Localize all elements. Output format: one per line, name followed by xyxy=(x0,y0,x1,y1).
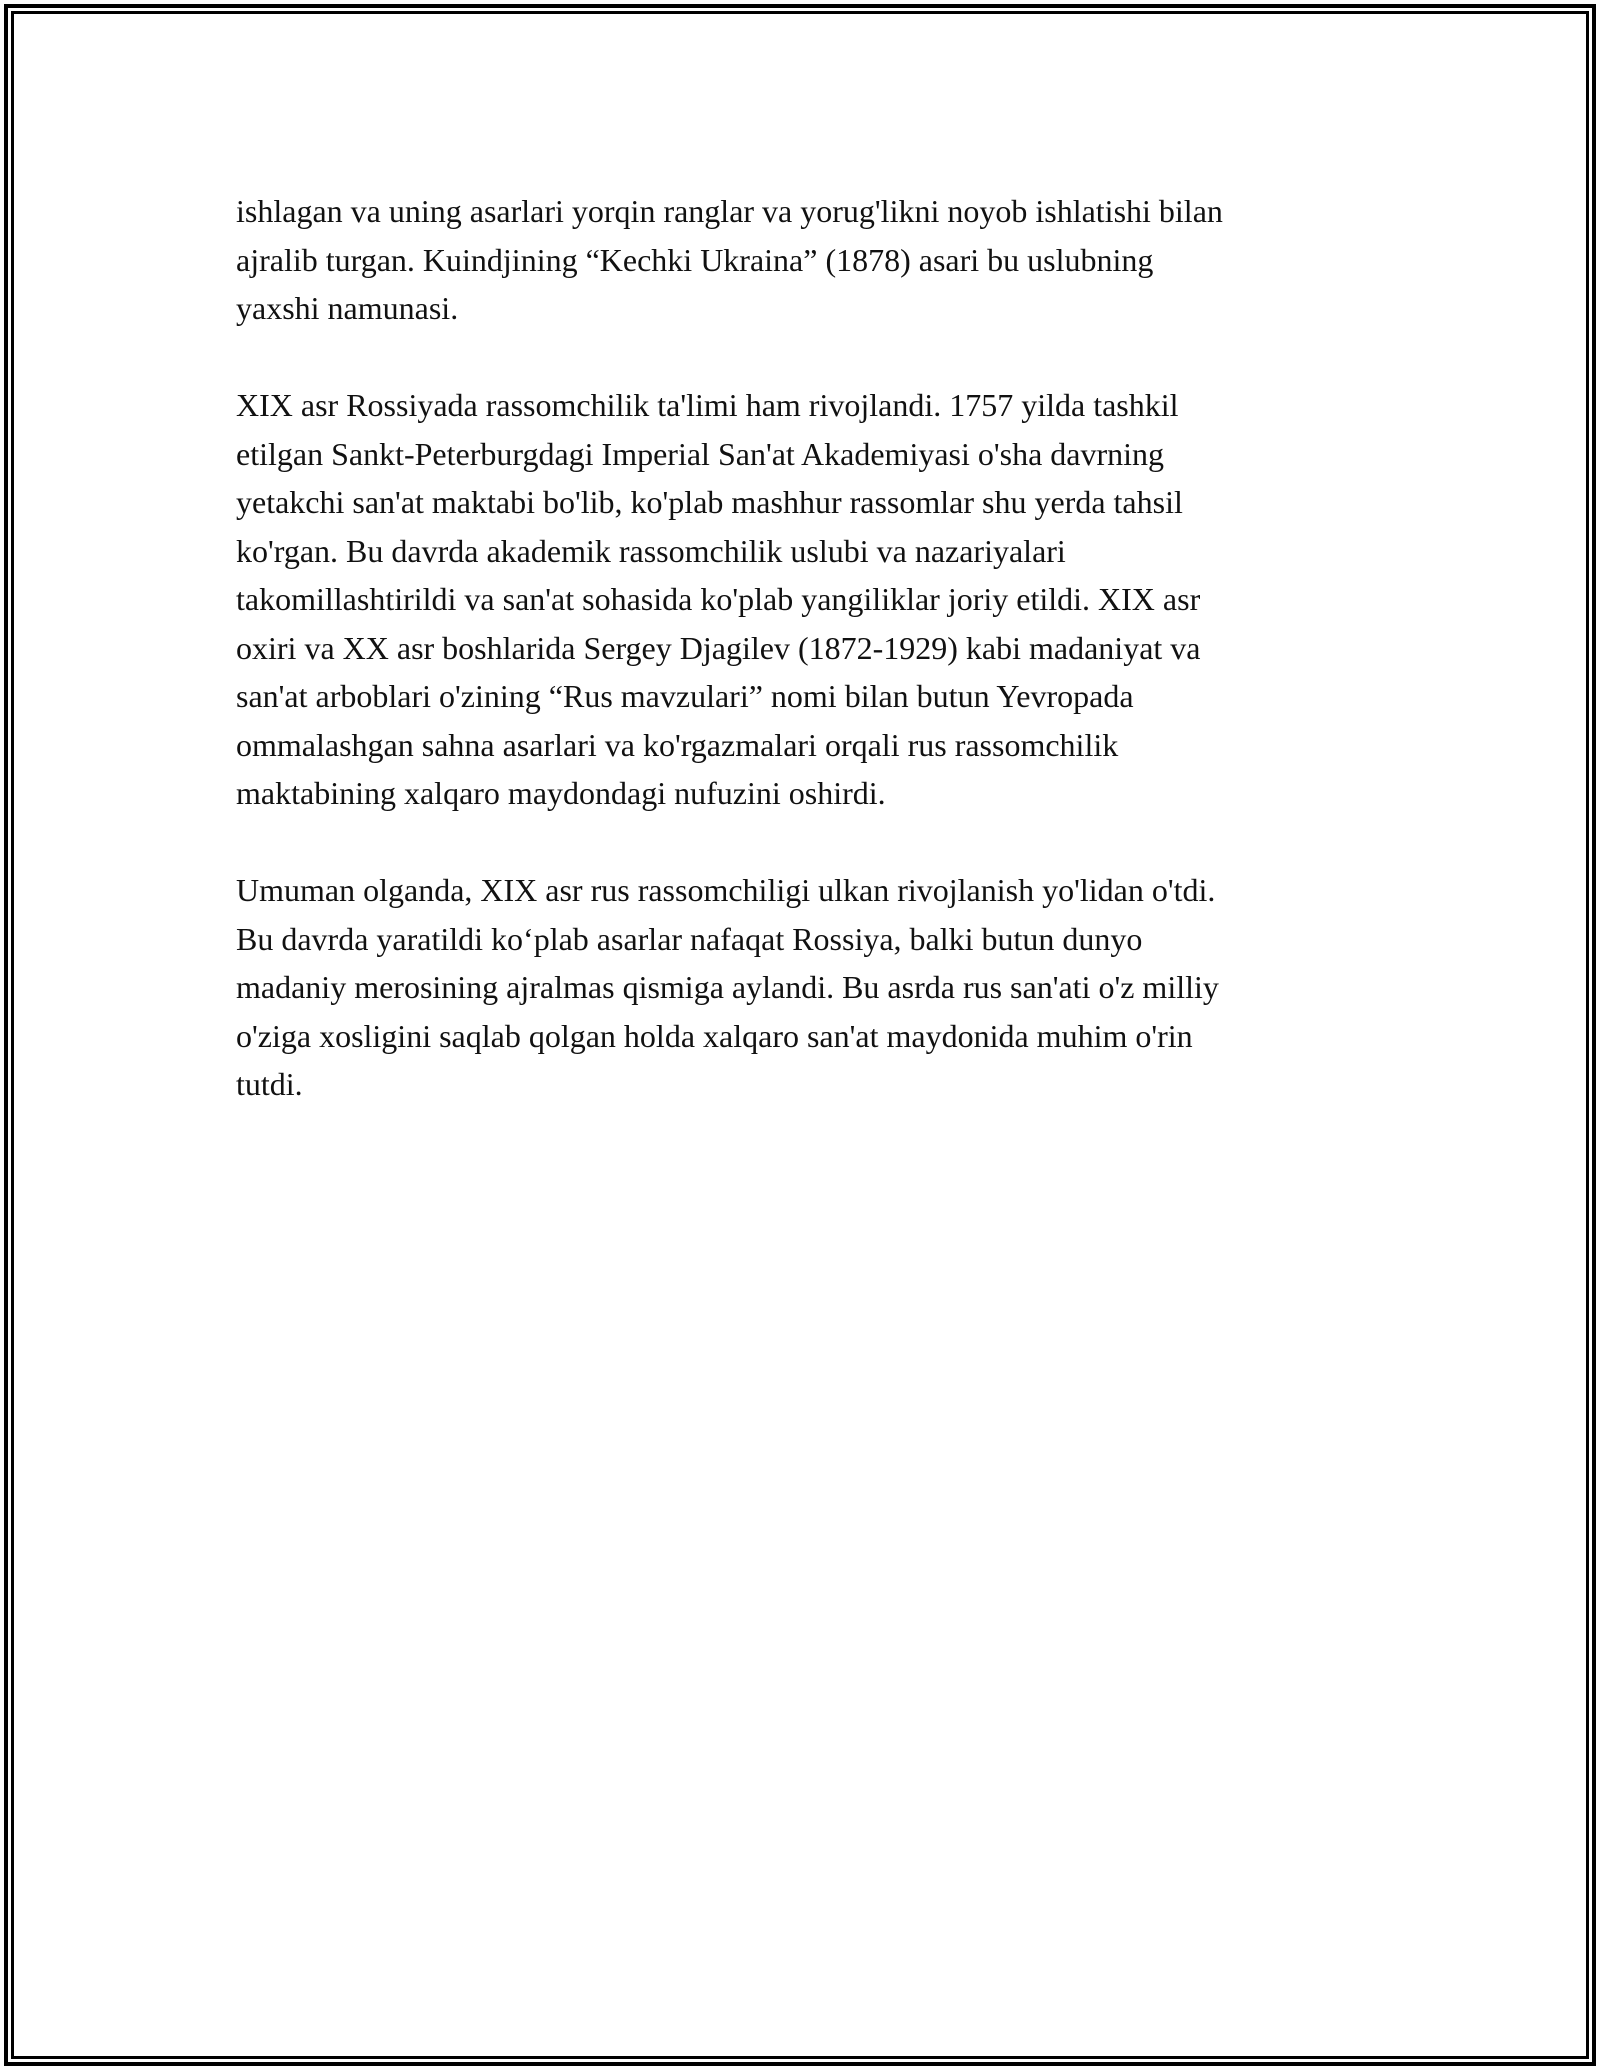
text-line: Bu davrda yaratildi ko‘plab asarlar nafaqat Rossiya, balki butun dunyo xyxy=(236,920,1143,957)
paragraph-kuindji xyxy=(236,187,1376,333)
text-line: ommalashgan sahna asarlari va ko'rgazmalari orqali rus rassomchilik xyxy=(236,726,1119,763)
text-line: madaniy merosining ajralmas qismiga aylandi. Bu asrda rus san'ati o'z milliy xyxy=(236,969,1219,1005)
text-line: etilgan Sankt-Peterburgdagi Imperial San'at Akademiyasi o'sha davrning xyxy=(236,435,1165,472)
paragraph-conclusion xyxy=(236,866,1376,1109)
text-line: ajralib turgan. Kuindjining “Kechki Ukraina” (1878) asari bu uslubning xyxy=(236,241,1154,278)
paragraph-art-education xyxy=(236,381,1376,818)
text-line: oxiri va XX asr boshlarida Sergey Djagilev (1872-1929) kabi madaniyat va xyxy=(236,629,1201,666)
text-line: yaxshi namunasi. xyxy=(236,290,459,326)
text-line: ko'rgan. Bu davrda akademik rassomchilik uslubi va nazariyalari xyxy=(236,532,1066,569)
document-body xyxy=(236,187,1376,1157)
text-line: tutdi. xyxy=(236,1066,303,1102)
text-line: maktabining xalqaro maydondagi nufuzini oshirdi. xyxy=(236,775,886,811)
text-line: san'at arboblari o'zining “Rus mavzulari” nomi bilan butun Yevropada xyxy=(236,678,1134,714)
text-line: o'ziga xosligini saqlab qolgan holda xalqaro san'at maydonida muhim o'rin xyxy=(236,1017,1193,1054)
text-line: ishlagan va uning asarlari yorqin ranglar va yorug'likni noyob ishlatishi bilan xyxy=(236,193,1223,229)
text-line: Umuman olganda, XIX asr rus rassomchiligi ulkan rivojlanish yo'lidan o'tdi. xyxy=(236,872,1216,908)
text-line: yetakchi san'at maktabi bo'lib, ko'plab mashhur rassomlar shu yerda tahsil xyxy=(236,484,1183,520)
text-line: XIX asr Rossiyada rassomchilik ta'limi ham rivojlandi. 1757 yilda tashkil xyxy=(236,387,1179,423)
text-line: takomillashtirildi va san'at sohasida ko'plab yangiliklar joriy etildi. XIX asr xyxy=(236,581,1201,617)
